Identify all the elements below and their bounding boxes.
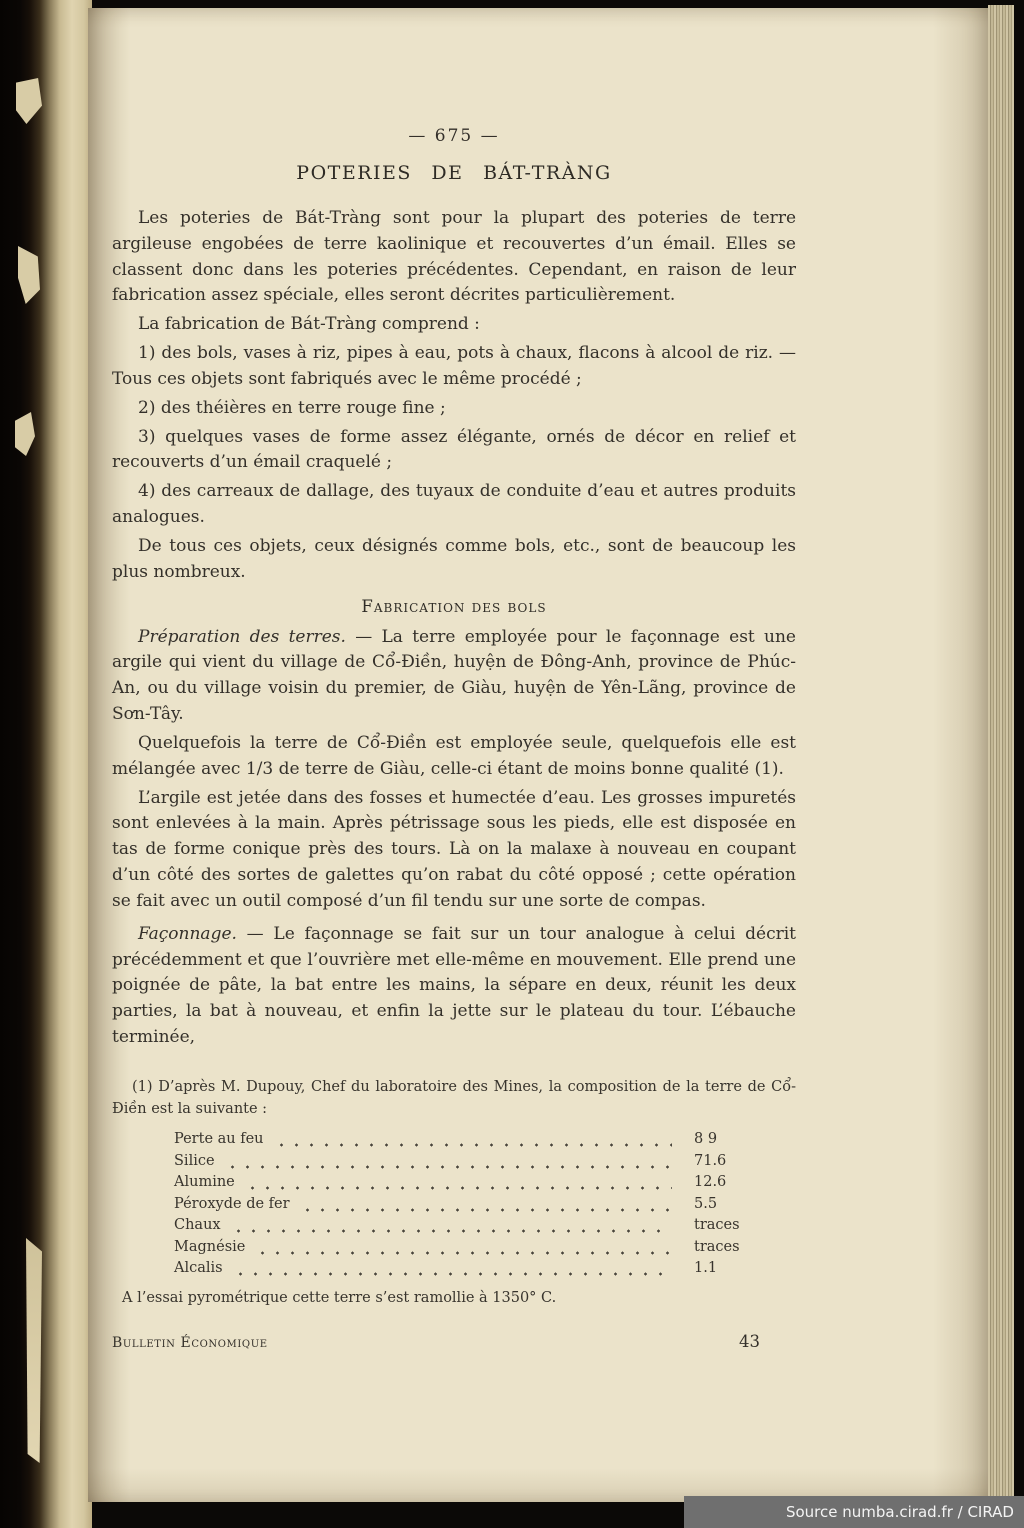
row-value: 1.1 xyxy=(694,1260,718,1277)
dot-leader xyxy=(233,1267,672,1280)
paragraph-text: — La terre employée pour le façonnage est une argile qui vient du village de Cổ-Điền, huyện de Đông-Anh, province de Phúc-An, ou du village voisin du premier, de Giàu, huyện de Yên-Lãng, province de Sơn-Tây. xyxy=(112,626,796,725)
running-page-number: 43 xyxy=(739,1331,760,1351)
section-heading: Fabrication des bols xyxy=(361,596,547,616)
row-label: Perte au feu xyxy=(174,1131,264,1148)
paragraph-4: Quelquefois la terre de Cổ-Điền est employée seule, quelquefois elle est mélangée avec 1/3 de terre de Giàu, celle-ci étant de moins bonne qualité (1). xyxy=(112,732,796,779)
dot-leader xyxy=(245,1181,672,1194)
row-value: 12.6 xyxy=(694,1174,727,1191)
list-item-4: 4) des carreaux de dallage, des tuyaux de conduite d’eau et autres produits analogues. xyxy=(112,481,796,528)
paragraph-text: — Le façonnage se fait sur un tour analogue à celui décrit précédemment et que l’ouvrière met elle-même en mouvement. Elle prend une poignée de pâte, la bat entre les mains, la sépare en deux, réunit les deux parties, la bat à nouveau, et enfin la jette sur le plateau du tour. L’ébauche terminée, xyxy=(112,923,796,1048)
row-label: Alumine xyxy=(174,1174,235,1191)
row-label: Péroxyde de fer xyxy=(174,1195,290,1212)
dot-leader xyxy=(255,1245,672,1258)
row-value: traces xyxy=(694,1238,740,1255)
text-column xyxy=(112,126,796,1351)
composition-table xyxy=(174,1129,786,1280)
table-row xyxy=(174,1258,786,1280)
journal-name: Bulletin Économique xyxy=(112,1334,268,1351)
paragraph-2: La fabrication de Bát-Tràng comprend : xyxy=(138,314,480,335)
row-value: 8 9 xyxy=(694,1131,718,1148)
list-item-1: 1) des bols, vases à riz, pipes à eau, pots à chaux, flacons à alcool de riz. — Tous ces objets sont fabriqués avec le même procédé ; xyxy=(112,343,796,389)
paragraph-3: De tous ces objets, ceux désignés comme bols, etc., sont de beaucoup les plus nombreux. xyxy=(112,535,796,582)
row-label: Magnésie xyxy=(174,1238,246,1255)
table-row xyxy=(174,1194,786,1216)
run-in-heading-faconnage: Façonnage. xyxy=(138,923,237,944)
table-row xyxy=(174,1129,786,1151)
row-label: Chaux xyxy=(174,1217,221,1234)
row-label: Alcalis xyxy=(174,1260,223,1277)
book-spine xyxy=(0,0,92,1528)
chapter-title: POTERIES DE BÁT-TRÀNG xyxy=(296,162,612,184)
dot-leader xyxy=(231,1224,672,1237)
list-item-2: 2) des théières en terre rouge fine ; xyxy=(138,397,446,418)
page-footer xyxy=(112,1332,760,1351)
dot-leader xyxy=(274,1138,672,1151)
row-value: 71.6 xyxy=(694,1152,727,1169)
footnote-intro: (1) D’après M. Dupouy, Chef du laboratoire des Mines, la composition de la terre de Cổ-Điền est la suivante : xyxy=(112,1078,796,1117)
table-row xyxy=(174,1151,786,1173)
footnote-closing: A l’essai pyrométrique cette terre s’est ramollie à 1350° C. xyxy=(122,1289,557,1306)
row-value: 5.5 xyxy=(694,1195,718,1212)
page-edge-stack xyxy=(988,5,1014,1502)
run-in-heading-preparation: Préparation des terres. xyxy=(138,626,346,647)
table-row xyxy=(174,1215,786,1237)
page-number: — 675 — xyxy=(408,126,500,146)
torn-paper-fragment xyxy=(26,1238,42,1463)
row-label: Silice xyxy=(174,1152,215,1169)
dot-leader xyxy=(300,1202,672,1215)
row-value: traces xyxy=(694,1217,740,1234)
list-item-3: 3) quelques vases de forme assez élégante, ornés de décor en relief et recouverts d’un émail craquelé ; xyxy=(112,426,796,473)
table-row xyxy=(174,1237,786,1259)
footnote xyxy=(112,1077,796,1310)
paragraph-1: Les poteries de Bát-Tràng sont pour la plupart des poteries de terre argileuse engobées de terre kaolinique et recouvertes d’un émail. Elles se classent donc dans les poteries précédentes. Cependant, en raison de leur fabrication assez spéciale, elles seront décrites particulièrement. xyxy=(112,208,796,306)
table-row xyxy=(174,1172,786,1194)
paragraph-5: L’argile est jetée dans des fosses et humectée d’eau. Les grosses impuretés sont enlevées à la main. Après pétrissage sous les pieds, elle est disposée en tas de forme conique près des tours. Là on la malaxe à nouveau en coupant d’un côté des sortes de galettes qu’on rabat du côté opposé ; cette opération se fait avec un outil composé d’un fil tendu sur une sorte de compas. xyxy=(112,787,796,911)
paragraph-preparation xyxy=(112,625,796,728)
dot-leader xyxy=(225,1159,672,1172)
source-attribution: Source numba.cirad.fr / CIRAD xyxy=(684,1496,1024,1528)
page xyxy=(88,8,988,1502)
paragraph-faconnage xyxy=(112,922,796,1051)
